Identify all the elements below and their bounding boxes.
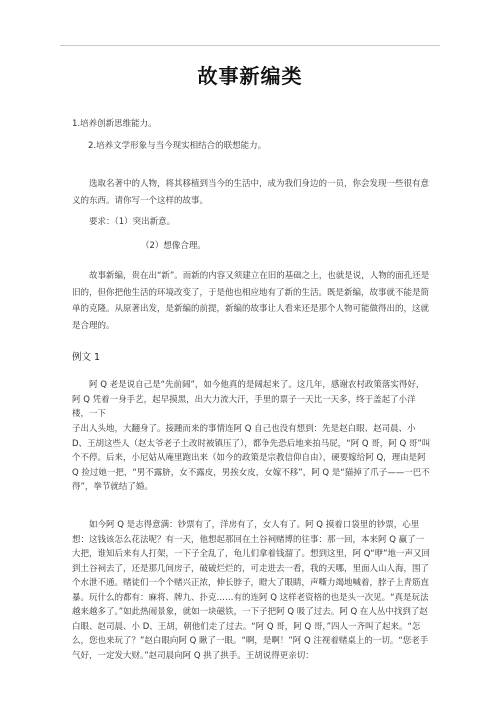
requirement-2: （2）想像合理。 — [141, 241, 206, 251]
objective-2: 2.培养文学形象与当今现实相结合的联想能力。 — [88, 141, 267, 151]
header-rule — [60, 45, 440, 46]
requirement-1: 要求：（1）突出新意。 — [89, 217, 176, 227]
objective-1: 1.培养创新思维能力。 — [72, 119, 157, 129]
example-paragraph-2: 子出人头地，大翻身了。接踵而来的事情连阿 Q 自己也没有想到：先是赵白眼、赵司晨、小 D、王胡这些人（赵太爷老子土改时被镇压了），都争先恐后地来拍马屁，“阿 Q 哥，阿 Q 哥”叫个不停。后来，小尼姑从庵里跑出来（如今的政策是宗教信仰自由），硬要嫁给阿 Q，理由是阿 Q 捡过她一把，“男不露脐，女不露皮，男挨女皮，女嫁不移”，阿 Q 是“猫掉了爪子——一巴不得”，拳节就结了婚。 — [72, 424, 431, 492]
example-paragraph-1: 阿 Q 老是说自己是“先前阔”，如今他真的是阔起来了。这几年，感谢农村政策落实得好，阿 Q 凭着一身手艺，起早摸黑，出大力流大汗，手里的票子一天比一天多，终于盖起了小洋楼，一下 — [72, 380, 425, 419]
assignment-explanation: 故事新编，贵在出“新”。而新的内容又须建立在旧的基础之上，也就是说，人物的面孔还是旧的，但你把他生活的环境改变了，于是他也相应地有了新的生活。既是新编，故事就不能是简单的克隆。从原著出发，是新编的前提，新编的故事让人看来还是那个人物可能做得出的，这就是合理的。 — [72, 271, 430, 331]
example-label: 例文 1 — [72, 352, 101, 363]
assignment-intro: 选取名著中的人物，将其移植到当今的生活中，成为我们身边的一员，你会发现一些很有意义的东西。请你写一个这样的故事。 — [72, 179, 430, 206]
page-title: 故事新编类 — [197, 64, 303, 88]
example-paragraph-3: 如今阿 Q 是志得意满：钞票有了，洋房有了，女人有了。阿 Q 摸着口袋里的钞票，心里想：这钱该怎么花法呢？有一天，他想起那回在土谷祠赌博的往事：那一回，本来阿 Q 赢了一大把，谁知后来有人打架，一下子全乱了，龟儿们拿着钱溜了。想到这里，阿 Q“咿”地一声又回到土谷祠去了，还是那几间房子，破破烂烂的，可走进去一看，我的天哪，里面人山人海，围了个水泄不通。赌徒们一个个赌兴正浓，伸长脖子，瞪大了眼睛，声嘶力竭地喊着，脖子上青筋直暴。玩什么的都有：麻将、牌九、扑克……有的连阿 Q 这样老资格的也是头一次见。“真是玩法越来越多了。”如此热闹景象，就如一块磁铁，一下子把阿 Q 吸了过去。阿 Q 在人丛中找到了赵白眼、赵司晨、小 D、王胡，朝他们走了过去。“阿 Q 哥，阿 Q 哥，”四人一齐叫了起来。“怎么，您也来玩了？”赵白眼向阿 Q 瞅了一眼。“啊，是啊！”阿 Q 注视着赌桌上的一切。“您老手气好，一定发大财。”赵司晨向阿 Q 拱了拱手。王胡说得更亲切： — [72, 520, 431, 661]
